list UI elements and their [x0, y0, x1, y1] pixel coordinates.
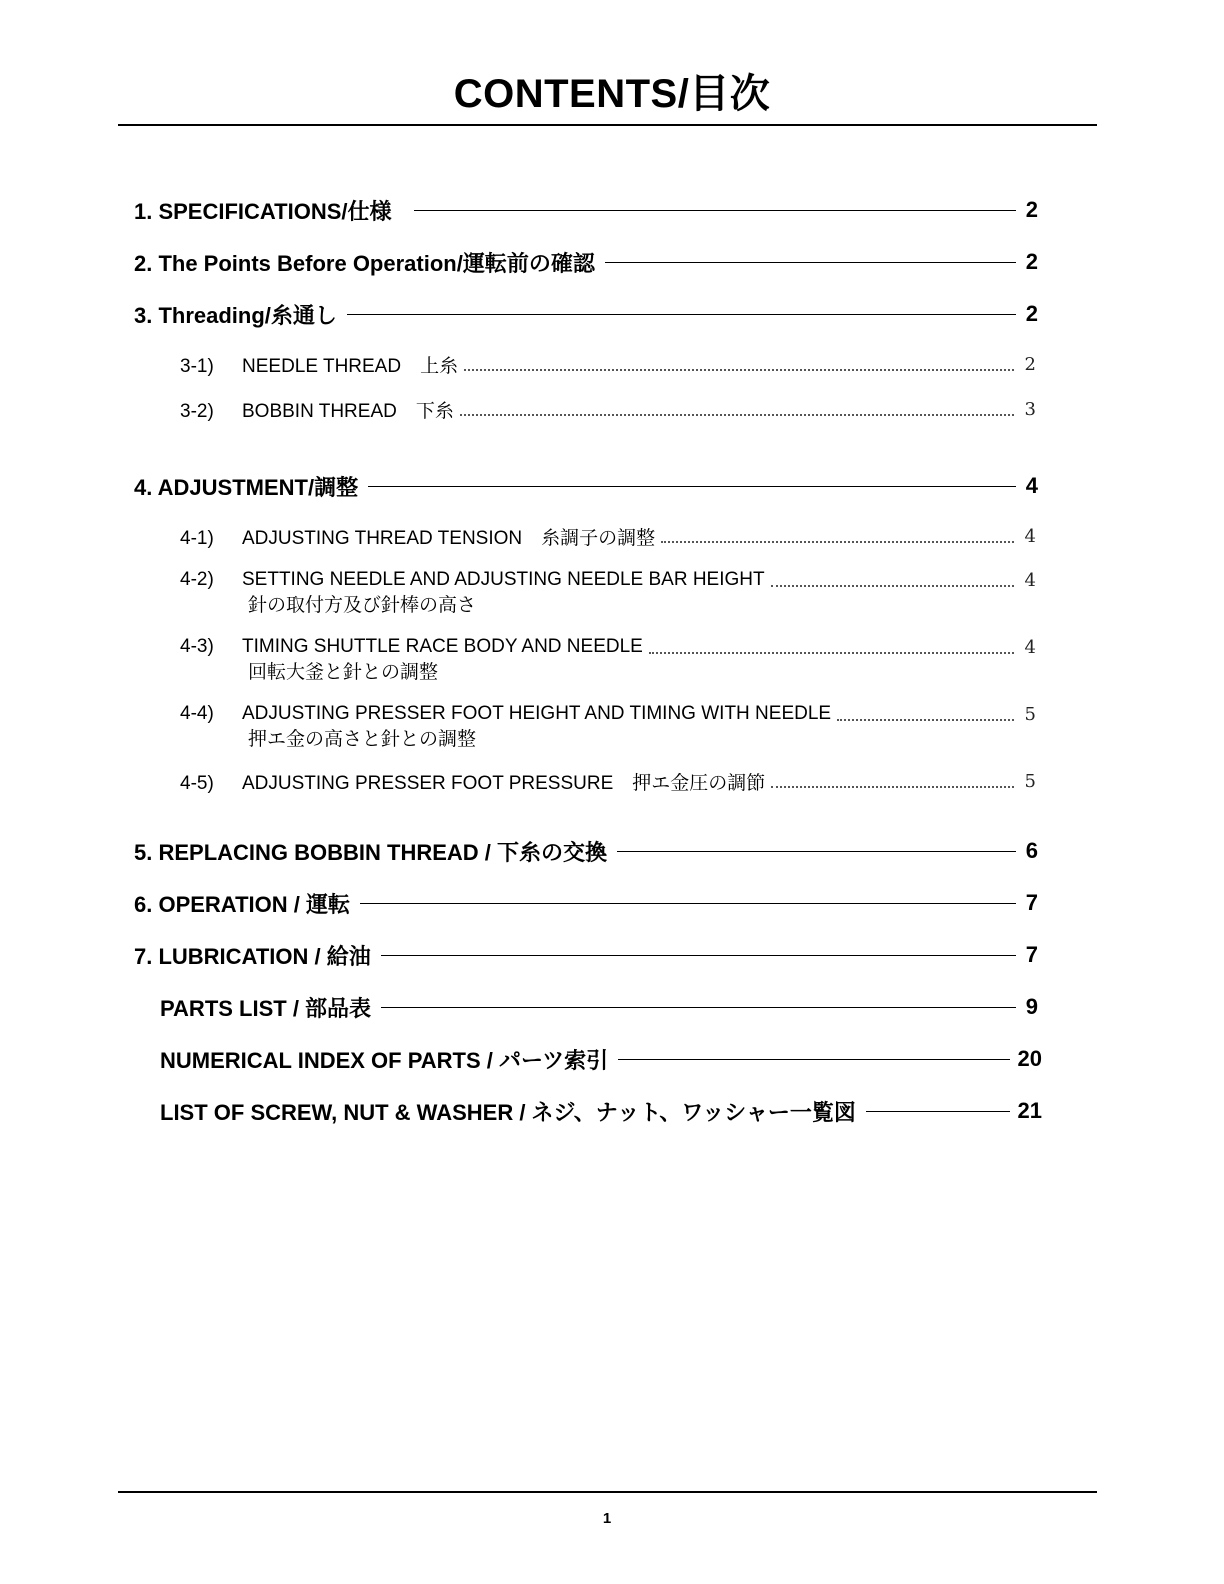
toc-entry-label: 5. REPLACING BOBBIN THREAD / 下糸の交換 [134, 839, 608, 865]
toc-subentry-code: 4-1) [180, 527, 214, 549]
toc-subentry-label: ADJUSTING THREAD TENSION 糸調子の調整 [242, 527, 656, 549]
toc-subentry-page: 5 [1024, 703, 1036, 725]
toc-entry-label: NUMERICAL INDEX OF PARTS / パーツ索引 [160, 1047, 609, 1073]
toc-subentry-page: 2 [1024, 353, 1036, 375]
toc-subentry-bobbin-thread[interactable] [180, 396, 1036, 422]
toc-subentry-label-jp: 回転大釜と針との調整 [248, 662, 439, 683]
toc-subentry-page: 4 [1024, 525, 1036, 547]
page-number: 1 [602, 1510, 612, 1527]
toc-subentry-needle-thread[interactable] [180, 351, 1036, 377]
toc-subentry-code: 3-2) [180, 400, 214, 422]
toc-entry-operation[interactable] [134, 888, 1038, 918]
leader-line [347, 314, 1016, 315]
toc-entry-adjustment[interactable] [134, 471, 1038, 501]
toc-entry-points-before-operation[interactable] [134, 247, 1038, 277]
toc-subentry-label: NEEDLE THREAD 上糸 [242, 355, 459, 377]
leader-line [618, 1059, 1009, 1060]
page-title: CONTENTS/目次 [453, 72, 771, 116]
toc-entry-specifications[interactable] [134, 195, 1038, 225]
toc-subentry-presser-foot-pressure[interactable] [180, 768, 1036, 794]
toc-entry-replacing-bobbin-thread[interactable] [134, 836, 1038, 866]
toc-subentry-label-jp: 針の取付方及び針棒の高さ [248, 595, 477, 616]
toc-entry-page: 7 [1025, 890, 1038, 915]
toc-entry-page: 7 [1025, 942, 1038, 967]
toc-subentry-label: BOBBIN THREAD 下糸 [242, 400, 454, 422]
toc-entry-threading[interactable] [134, 299, 1038, 329]
toc-entry-page: 2 [1025, 249, 1038, 274]
toc-entry-label: 6. OPERATION / 運転 [134, 891, 350, 917]
toc-entry-parts-list[interactable] [160, 992, 1038, 1022]
leader-line [414, 210, 1016, 211]
leader-dots [771, 786, 1014, 788]
leader-line [605, 262, 1016, 263]
toc-subentry-code: 3-1) [180, 355, 214, 377]
leader-line [617, 851, 1016, 852]
toc-entry-numerical-index[interactable] [160, 1044, 1042, 1074]
toc-subentry-label: ADJUSTING PRESSER FOOT PRESSURE 押エ金圧の調節 [242, 772, 766, 794]
toc-subentry-code: 4-2) [180, 569, 214, 590]
toc-entry-label: 2. The Points Before Operation/運転前の確認 [134, 250, 595, 276]
leader-dots [837, 719, 1014, 721]
toc-entry-page: 4 [1025, 473, 1038, 498]
top-rule [118, 124, 1097, 126]
toc-entry-page: 2 [1025, 301, 1038, 326]
bottom-rule [118, 1491, 1097, 1493]
toc-subentry-label: TIMING SHUTTLE RACE BODY AND NEEDLE [242, 636, 643, 657]
toc-subentry-page: 3 [1024, 398, 1036, 420]
toc-entry-lubrication[interactable] [134, 940, 1038, 970]
toc-entry-page: 21 [1017, 1098, 1042, 1123]
leader-dots [460, 414, 1014, 416]
toc-entry-label: PARTS LIST / 部品表 [160, 995, 372, 1021]
toc-subentry-page: 5 [1024, 770, 1036, 792]
toc-entry-label: 3. Threading/糸通し [134, 302, 337, 328]
toc-subentry-page: 4 [1024, 569, 1036, 591]
toc-entry-page: 6 [1025, 838, 1038, 863]
toc-subentry-label: ADJUSTING PRESSER FOOT HEIGHT AND TIMING WITH NEEDLE [242, 703, 832, 724]
toc-entry-page: 2 [1025, 197, 1038, 222]
toc-entry-label: LIST OF SCREW, NUT & WASHER / ネジ、ナット、ワッシャー一覧図 [160, 1099, 856, 1125]
leader-line [368, 486, 1016, 487]
leader-line [866, 1111, 1010, 1112]
toc-entry-label: 1. SPECIFICATIONS/仕様 [134, 198, 392, 224]
toc-subentry-code: 4-5) [180, 772, 214, 794]
toc-subentry-label: SETTING NEEDLE AND ADJUSTING NEEDLE BAR HEIGHT [242, 569, 765, 590]
toc-entry-page: 9 [1025, 994, 1038, 1019]
toc-entry-label: 4. ADJUSTMENT/調整 [134, 474, 359, 500]
toc-entry-label: 7. LUBRICATION / 給油 [134, 943, 371, 969]
leader-line [360, 903, 1016, 904]
toc-subentry-code: 4-4) [180, 703, 214, 724]
leader-dots [771, 585, 1014, 587]
toc-subentry-thread-tension[interactable] [180, 523, 1036, 549]
leader-dots [464, 369, 1014, 371]
leader-dots [661, 541, 1014, 543]
leader-line [381, 1007, 1016, 1008]
leader-dots [649, 652, 1014, 654]
toc-subentry-label-jp: 押エ金の高さと針との調整 [248, 729, 477, 750]
toc-subentry-code: 4-3) [180, 636, 214, 657]
leader-line [381, 955, 1016, 956]
toc-entry-page: 20 [1017, 1046, 1042, 1071]
toc-subentry-page: 4 [1024, 636, 1036, 658]
toc-entry-screw-nut-washer[interactable] [160, 1096, 1042, 1126]
